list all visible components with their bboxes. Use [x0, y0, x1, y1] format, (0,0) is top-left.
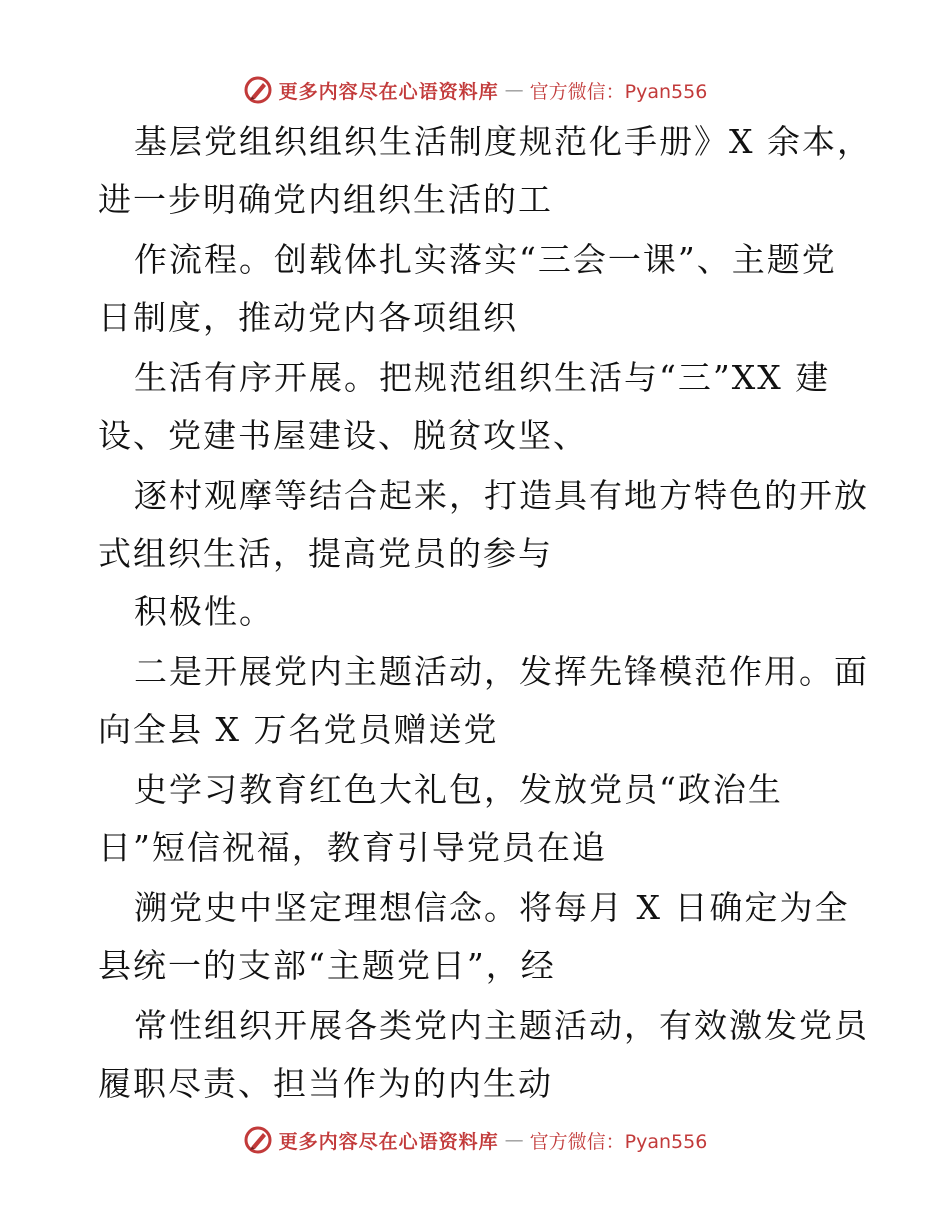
footer-separator: — [504, 1129, 524, 1151]
text-line: 生活有序开展。把规范组织生活与“三”XX 建 [134, 358, 831, 397]
text-line: 二是开展党内主题活动，发挥先锋模范作用。面 [134, 652, 869, 691]
text-line: 日”短信祝福，教育引导党员在追 [98, 828, 607, 867]
text-line: 逐村观摩等结合起来，打造具有地方特色的开放 [134, 476, 869, 515]
text-line: 积极性。 [134, 592, 274, 631]
text-line: 作流程。创载体扎实落实“三会一课”、主题党 [134, 240, 837, 279]
text-line: 向全县 X 万名党员赠送党 [98, 710, 499, 749]
text-line: 常性组织开展各类党内主题活动，有效激发党员 [134, 1006, 869, 1045]
footer-banner [0, 1120, 950, 1160]
text-line: 史学习教育红色大礼包，发放党员“政治生 [134, 770, 783, 809]
header-brand-text: 更多内容尽在心语资料库 [278, 80, 499, 103]
header-banner [0, 70, 950, 110]
text-line: 履职尽责、担当作为的内生动 [98, 1064, 553, 1103]
text-line: 日制度，推动党内各项组织 [98, 298, 518, 337]
pen-logo-icon [243, 75, 273, 105]
footer-brand-text: 更多内容尽在心语资料库 [278, 1130, 499, 1153]
header-contact-text: 官方微信：Pyan556 [529, 80, 708, 103]
text-line: 式组织生活，提高党员的参与 [98, 534, 553, 573]
text-line: 溯党史中坚定理想信念。将每月 X 日确定为全 [134, 888, 850, 927]
footer-contact-text: 官方微信：Pyan556 [529, 1130, 708, 1153]
pen-logo-icon [243, 1125, 273, 1155]
text-line: 设、党建书屋建设、脱贫攻坚、 [98, 416, 588, 455]
text-line: 基层党组织组织生活制度规范化手册》X 余本， [134, 122, 872, 161]
header-separator: — [504, 79, 524, 101]
text-line: 进一步明确党内组织生活的工 [98, 180, 553, 219]
text-line: 县统一的支部“主题党日”，经 [98, 946, 556, 985]
